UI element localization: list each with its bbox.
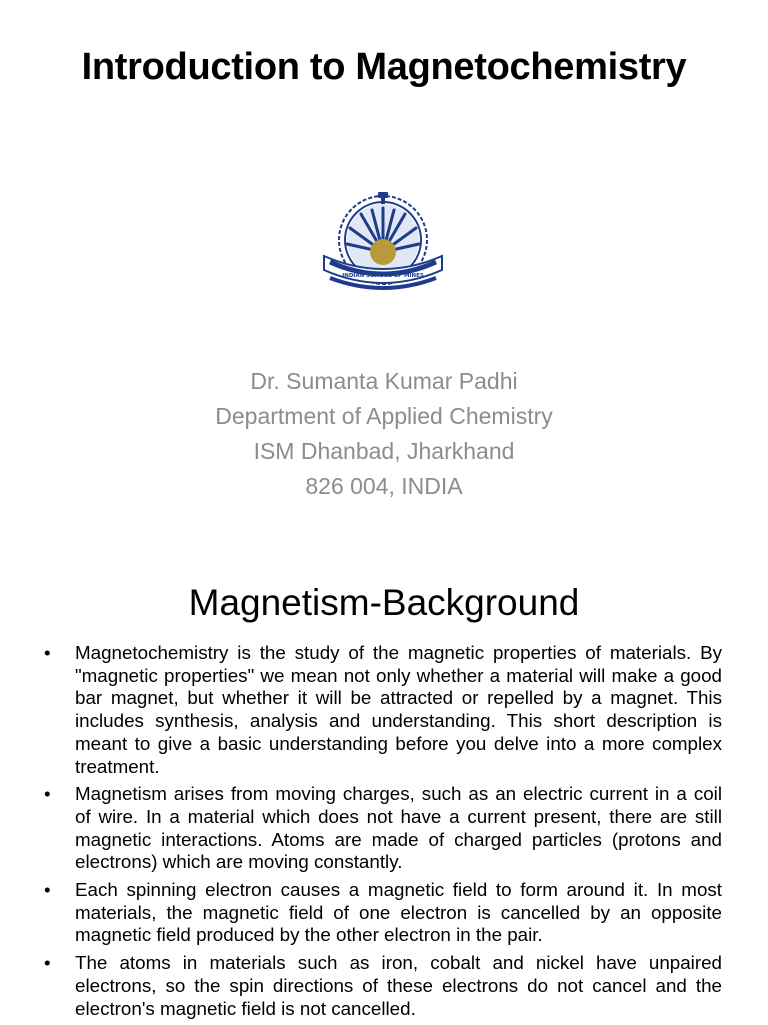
bullet-text: Magnetism arises from moving charges, such as an electric current in a coil of wire. In a material which does not have a current present, there are still magnetic interactions. Atoms are made of charged particles (protons and electrons) which are moving constantly. <box>75 783 722 873</box>
bullet-text: Each spinning electron causes a magnetic field to form around it. In most materials, the magnetic field of one electron is cancelled by an opposite magnetic field produced by the other electron in the pair. <box>75 879 722 946</box>
bullet-text: Magnetochemistry is the study of the magnetic properties of materials. By "magnetic properties" we mean not only whether a material will make a good bar magnet, but whether it will be attracted or repelled by a magnet. This includes synthesis, analysis and understanding. This short description is meant to give a basic understanding before you delve into a more complex treatment. <box>75 642 722 777</box>
bullet-text: The atoms in materials such as iron, cobalt and nickel have unpaired electrons, so the spin directions of these electrons do not cancel and the electron's magnetic field is not cancelled. <box>75 952 722 1019</box>
bullet-icon: • <box>44 642 51 663</box>
list-item <box>44 879 722 947</box>
content-slide <box>0 560 768 1024</box>
author-department: Department of Applied Chemistry <box>215 403 553 429</box>
bullet-icon: • <box>44 879 51 901</box>
author-institution: ISM Dhanbad, Jharkhand <box>253 438 515 464</box>
slide-title: Magnetism-Background <box>188 582 580 623</box>
list-item <box>44 642 722 778</box>
bullet-list <box>44 642 722 1025</box>
list-item <box>44 783 722 874</box>
author-block <box>0 364 768 504</box>
author-postal: 826 004, INDIA <box>305 473 463 499</box>
bullet-icon: • <box>44 952 51 974</box>
presentation-title: Introduction to Magnetochemistry <box>81 46 687 88</box>
ism-logo <box>316 186 450 298</box>
list-item <box>44 952 722 1020</box>
svg-text:INDIAN SCHOOL OF MINES: INDIAN SCHOOL OF MINES <box>342 273 424 279</box>
bullet-icon: • <box>44 783 51 805</box>
author-name: Dr. Sumanta Kumar Padhi <box>250 368 518 394</box>
ism-emblem-icon <box>316 186 450 298</box>
